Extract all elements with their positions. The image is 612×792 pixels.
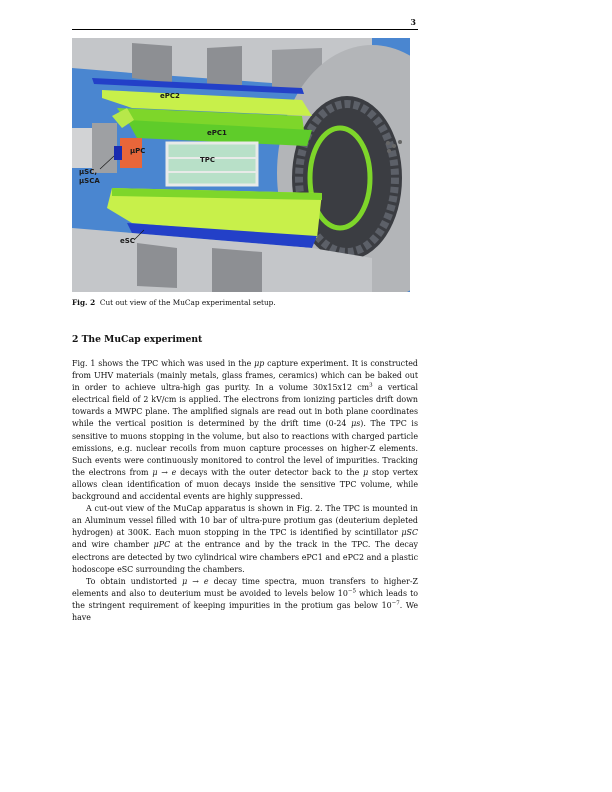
math-mu-s: μs bbox=[351, 419, 361, 429]
top-block bbox=[132, 43, 172, 83]
superscript: −7 bbox=[391, 600, 400, 607]
section-heading: 2 The MuCap experiment bbox=[72, 334, 203, 345]
text-segment: decay time spectra, muon transfers to higher-Z elements and also to deuterium must be avoided to levels below 10 bbox=[72, 576, 418, 598]
bolt bbox=[398, 140, 402, 144]
text-segment: a vertical electrical field of 2 kV/cm is applied. The electrons from ionizing particles drift down towards a MWPC plane. The amplified signals are read out in both plane coordinates while the vertical position is determined by the drift time (0-24 bbox=[72, 383, 418, 429]
bolt bbox=[386, 141, 390, 145]
figure-illustration bbox=[72, 38, 410, 292]
label-epc2: ePC2 bbox=[160, 92, 180, 100]
text-segment: at the entrance and by the track in the TPC. The decay electrons are detected by two cylindrical wire chambers ePC1 and ePC2 and a plastic hodoscope eSC surrounding the chambers. bbox=[72, 540, 419, 574]
caption-text: Cut out view of the MuCap experimental setup. bbox=[99, 298, 276, 307]
label-upc: μPC bbox=[130, 147, 146, 155]
text-segment: ). The TPC is sensitive to muons stopping in the volume, but also to reactions with charged particle emissions, e.g. nuclear recoils from muon capture processes on higher-Z elements. Such events were continuously monitored to control the level of impurities. Tracking the electrons from bbox=[72, 419, 418, 477]
paragraph-1 bbox=[72, 358, 418, 503]
figure-mucap-setup bbox=[72, 38, 410, 292]
body-text bbox=[72, 358, 418, 624]
paragraph-3 bbox=[72, 576, 418, 624]
label-usc: μSC, bbox=[79, 168, 97, 176]
paragraph-2 bbox=[72, 503, 418, 576]
top-block bbox=[207, 46, 242, 88]
superscript: −5 bbox=[347, 588, 356, 595]
page-number: 3 bbox=[410, 17, 416, 27]
math-mu: μ bbox=[363, 467, 369, 477]
figure-caption bbox=[72, 298, 276, 307]
text-segment: To obtain undistorted bbox=[86, 576, 183, 586]
text-segment: and wire chamber bbox=[72, 540, 154, 550]
label-epc1: ePC1 bbox=[207, 129, 227, 137]
bolt bbox=[392, 144, 396, 148]
text-segment: Fig. 1 shows the TPC which was used in the bbox=[72, 359, 255, 368]
text-segment: A cut-out view of the MuCap apparatus is shown in Fig. 2. The TPC is mounted in an Aluminum vessel filled with 10 bar of ultra-pure protium gas (deuterium depleted hydrogen) at 300K. Each muon stopping in the TPC is identified by scintillator bbox=[72, 504, 418, 538]
text-segment: capture experiment. It is constructed from UHV materials (mainly metals, glass frames, ceramics) which can be baked out in order to achieve ultra-high gas purity. In a volume 30x15x12 cm bbox=[72, 359, 418, 393]
text-segment: decays with the outer detector back to the bbox=[176, 467, 364, 477]
label-usca: μSCA bbox=[79, 177, 100, 185]
bottom-block bbox=[137, 243, 177, 288]
text-segment: . We have bbox=[72, 600, 418, 622]
math-upc: μPC bbox=[153, 540, 171, 550]
math-mu-to-e: μ → e bbox=[152, 467, 177, 477]
bottom-block bbox=[212, 248, 262, 292]
text-segment: which leads to the stringent requirement of keeping impurities in the protium gas below 10 bbox=[72, 588, 419, 610]
tpc-cage bbox=[167, 143, 257, 185]
math-mu-to-e: μ → e bbox=[182, 576, 209, 586]
superscript: 3 bbox=[369, 382, 373, 389]
caption-label: Fig. 2 bbox=[72, 298, 96, 307]
label-esc: eSC bbox=[120, 237, 135, 245]
label-tpc: TPC bbox=[200, 156, 216, 164]
beam-flange bbox=[92, 123, 117, 173]
header-rule bbox=[72, 29, 418, 30]
usc-detector bbox=[114, 146, 122, 160]
math-usc: μSC bbox=[401, 528, 418, 538]
math-mu-p: μp bbox=[254, 359, 265, 368]
bolt bbox=[387, 149, 391, 153]
text-segment: stop vertex allows clean identification of muon decays inside the sensitive TPC volume, while background and accidental events are highly suppressed. bbox=[72, 467, 418, 502]
